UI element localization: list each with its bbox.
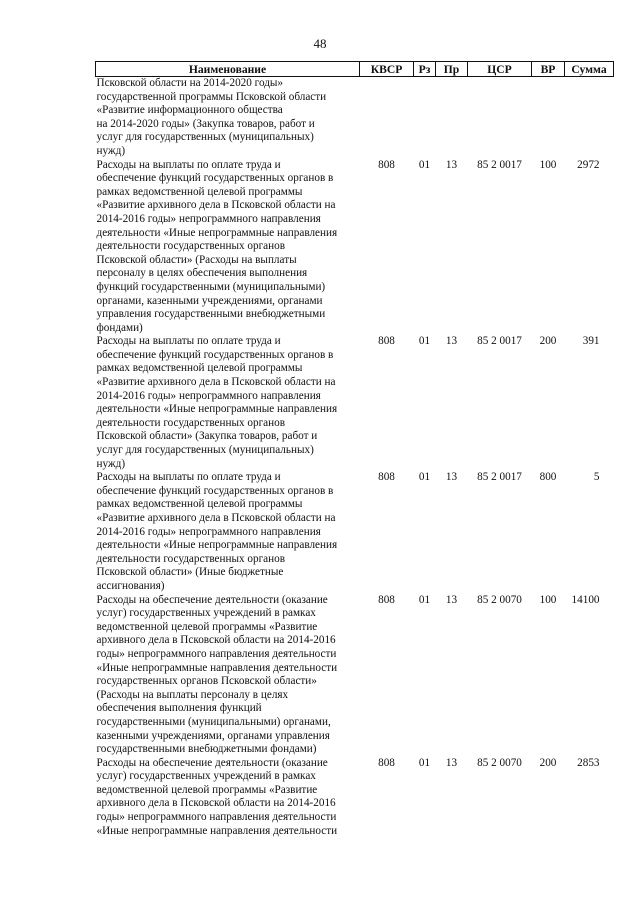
table-row xyxy=(96,335,614,471)
name-line: годы» непрограммного направления деятельности xyxy=(96,647,337,660)
kvsr-cell: 808 xyxy=(378,756,395,769)
name-line: казенными учреждениями, органами управления xyxy=(96,729,330,742)
sum-cell: 2853 xyxy=(577,756,600,769)
name-line: услуг для государственных (муниципальных) xyxy=(96,444,314,457)
header-vr: ВР xyxy=(532,62,565,77)
name-line: Расходы на выплаты по оплате труда и xyxy=(96,158,281,171)
name-line: 2014-2016 годы» непрограммного направления xyxy=(96,212,321,225)
pr-cell: 13 xyxy=(445,471,458,484)
pr-cell: 13 xyxy=(445,756,458,769)
vr-cell: 100 xyxy=(539,158,557,171)
sum-cell: 5 xyxy=(593,471,600,484)
csr-cell: 85 2 0017 xyxy=(477,471,522,484)
table-header-row xyxy=(96,62,614,77)
name-cell xyxy=(96,594,360,757)
name-line: Расходы на обеспечение деятельности (оказание xyxy=(96,593,328,606)
name-line: обеспечение функций государственных органов в xyxy=(96,172,334,185)
csr-cell xyxy=(468,77,532,159)
pr-cell xyxy=(436,77,468,159)
name-line: деятельности «Иные непрограммные направления xyxy=(96,539,338,552)
name-line: 2014-2016 годы» непрограммного направления xyxy=(96,389,321,402)
name-line: обеспечения выполнения функций xyxy=(96,702,262,715)
name-line: архивного дела в Псковской области на 2014-2016 xyxy=(96,634,336,647)
name-line: Псковской области» (Иные бюджетные xyxy=(96,566,284,579)
name-line: нужд) xyxy=(96,457,126,470)
name-line: управления государственными внебюджетными xyxy=(96,308,326,321)
rz-cell: 01 xyxy=(418,471,431,484)
name-line: ведомственной целевой программы «Развитие xyxy=(96,783,318,796)
name-cell xyxy=(96,471,360,593)
name-line: услуг для государственных (муниципальных) xyxy=(96,131,314,144)
name-line: «Развитие архивного дела в Псковской области на xyxy=(96,376,336,389)
name-line: Расходы на обеспечение деятельности (оказание xyxy=(96,756,328,769)
name-line: услуг) государственных учреждений в рамках xyxy=(96,607,316,620)
vr-cell xyxy=(532,77,565,159)
table-row xyxy=(96,77,614,159)
kvsr-cell xyxy=(360,77,414,159)
kvsr-cell: 808 xyxy=(378,158,395,171)
kvsr-cell: 808 xyxy=(378,335,395,348)
rz-cell: 01 xyxy=(418,593,431,606)
kvsr-cell: 808 xyxy=(378,471,395,484)
table-row xyxy=(96,159,614,336)
rz-cell: 01 xyxy=(418,756,431,769)
name-line: деятельности государственных органов xyxy=(96,416,286,429)
pr-cell: 13 xyxy=(445,593,458,606)
name-line: архивного дела в Псковской области на 2014-2016 xyxy=(96,797,336,810)
name-cell xyxy=(96,335,360,471)
csr-cell: 85 2 0070 xyxy=(477,756,522,769)
rz-cell xyxy=(414,77,436,159)
name-cell xyxy=(96,757,360,839)
name-line: «Иные непрограммные направления деятельности xyxy=(96,661,338,674)
rz-cell: 01 xyxy=(418,158,431,171)
csr-cell: 85 2 0017 xyxy=(477,158,522,171)
name-line: государственными внебюджетными фондами) xyxy=(96,743,317,756)
name-line: персоналу в целях обеспечения выполнения xyxy=(96,267,308,280)
name-line: ассигнования) xyxy=(96,579,165,592)
vr-cell: 200 xyxy=(539,756,557,769)
name-line: деятельности государственных органов xyxy=(96,240,286,253)
name-line: обеспечение функций государственных органов в xyxy=(96,348,334,361)
header-csr: ЦСР xyxy=(468,62,532,77)
name-line: деятельности «Иные непрограммные направления xyxy=(96,226,338,239)
budget-table xyxy=(95,61,614,838)
name-line: функций государственными (муниципальными) xyxy=(96,280,326,293)
table-row xyxy=(96,471,614,593)
sum-cell xyxy=(565,77,614,159)
name-line: услуг) государственных учреждений в рамках xyxy=(96,770,316,783)
name-line: Псковской области на 2014-2020 годы» xyxy=(96,77,284,89)
name-line: нужд) xyxy=(96,144,126,157)
name-line: государственной программы Псковской области xyxy=(96,90,327,103)
table-body xyxy=(96,77,614,839)
name-line: деятельности государственных органов xyxy=(96,552,286,565)
header-kvsr: КВСР xyxy=(360,62,414,77)
name-cell xyxy=(96,77,360,159)
name-line: Псковской области» (Расходы на выплаты xyxy=(96,253,297,266)
pr-cell: 13 xyxy=(445,335,458,348)
name-line: (Расходы на выплаты персоналу в целях xyxy=(96,688,289,701)
name-cell xyxy=(96,159,360,336)
rz-cell: 01 xyxy=(418,335,431,348)
table-row xyxy=(96,594,614,757)
name-line: рамках ведомственной целевой программы xyxy=(96,185,303,198)
header-pr: Пр xyxy=(436,62,468,77)
name-line: Расходы на выплаты по оплате труда и xyxy=(96,471,281,484)
table-row xyxy=(96,757,614,839)
name-line: «Развитие архивного дела в Псковской области на xyxy=(96,199,336,212)
name-line: рамках ведомственной целевой программы xyxy=(96,498,303,511)
name-line: 2014-2016 годы» непрограммного направления xyxy=(96,525,321,538)
page-number: 48 xyxy=(313,36,327,51)
name-line: на 2014-2020 годы» (Закупка товаров, работ и xyxy=(96,117,315,130)
name-line: государственных органов Псковской области» xyxy=(96,675,317,688)
name-line: «Иные непрограммные направления деятельности xyxy=(96,824,338,837)
header-name: Наименование xyxy=(96,62,360,77)
name-line: ведомственной целевой программы «Развитие xyxy=(96,620,318,633)
header-rz: Рз xyxy=(414,62,436,77)
name-line: Псковской области» (Закупка товаров, работ и xyxy=(96,430,318,443)
name-line: Расходы на выплаты по оплате труда и xyxy=(96,335,281,348)
header-sum: Сумма xyxy=(565,62,614,77)
name-line: «Развитие информационного общества xyxy=(96,104,283,117)
sum-cell: 2972 xyxy=(577,158,600,171)
name-line: рамках ведомственной целевой программы xyxy=(96,362,303,375)
sum-cell: 14100 xyxy=(571,593,600,606)
name-line: обеспечение функций государственных органов в xyxy=(96,484,334,497)
name-line: годы» непрограммного направления деятельности xyxy=(96,811,337,824)
name-line: государственными (муниципальными) органами, xyxy=(96,715,331,728)
sum-cell: 391 xyxy=(582,335,600,348)
name-line: «Развитие архивного дела в Псковской области на xyxy=(96,512,336,524)
vr-cell: 800 xyxy=(539,471,557,484)
pr-cell: 13 xyxy=(445,158,458,171)
vr-cell: 100 xyxy=(539,593,557,606)
kvsr-cell: 808 xyxy=(378,593,395,606)
name-line: органами, казенными учреждениями, органами xyxy=(96,294,323,307)
name-line: деятельности «Иные непрограммные направления xyxy=(96,403,338,416)
vr-cell: 200 xyxy=(539,335,557,348)
csr-cell: 85 2 0070 xyxy=(477,593,522,606)
name-line: фондами) xyxy=(96,321,143,334)
csr-cell: 85 2 0017 xyxy=(477,335,522,348)
